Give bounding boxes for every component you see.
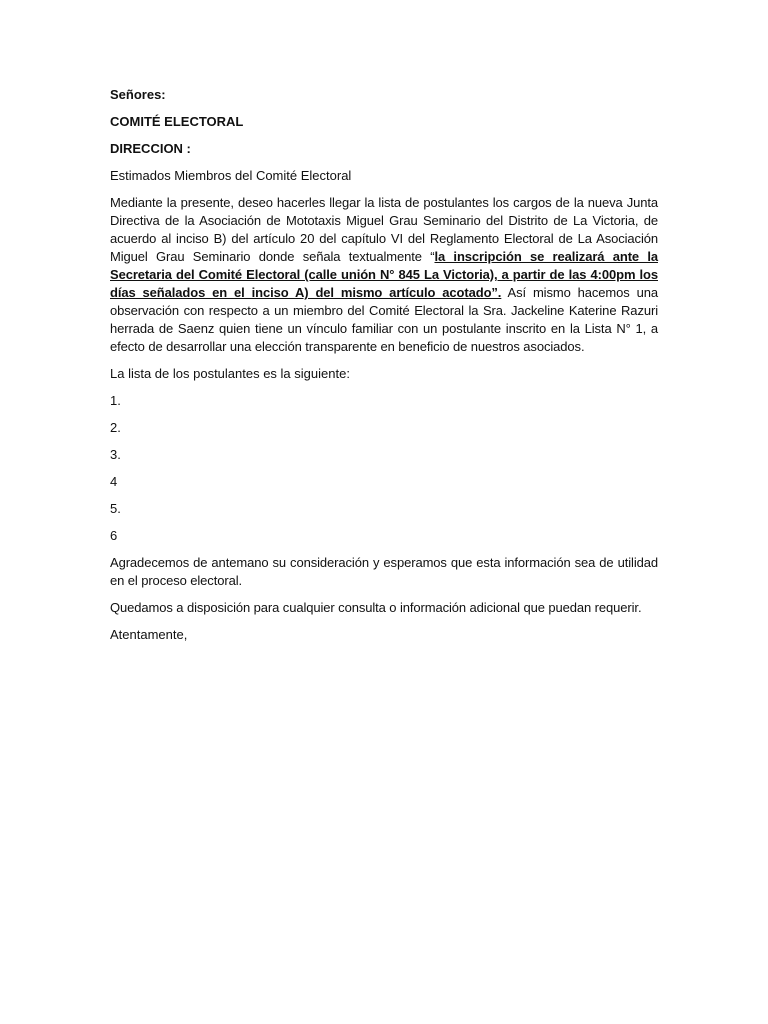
body-paragraph xyxy=(110,194,658,356)
body-text-intro: Mediante la presente, deseo hacerles llegar la lista de postulantes los cargos de la nueva Junta Directiva de la Asociación de Mototaxis Miguel Grau Seminario del Distrito de La Victoria, de acuerdo al inciso B) del artículo 20 del capítulo VI del Reglamento Electoral de La Asociación Miguel Grau Seminario donde señala textualmente “ xyxy=(110,195,658,264)
salutation: Señores: xyxy=(110,87,166,102)
address-label: DIRECCION : xyxy=(110,141,191,156)
availability-paragraph: Quedamos a disposición para cualquier consulta o información adicional que puedan requerir. xyxy=(110,600,642,615)
list-item: 4 xyxy=(110,474,118,489)
body-text-observation: Así mismo hacemos una observación con respecto a un miembro del Comité Electoral la Sra. Jackeline Katerine Razuri herrada de Saenz quien tiene un vínculo familiar con un postulante inscrito en la Lista N° 1, a efecto de desarrollar una elección transparente en beneficio de nuestros asociados. xyxy=(110,285,659,354)
list-item: 3. xyxy=(110,447,121,462)
list-item: 1. xyxy=(110,393,121,408)
greeting: Estimados Miembros del Comité Electoral xyxy=(110,168,352,183)
thanks-paragraph: Agradecemos de antemano su consideración y esperamos que esta información sea de utilidad en el proceso electoral. xyxy=(110,555,658,588)
list-item: 6 xyxy=(110,528,118,543)
list-item: 5. xyxy=(110,501,121,516)
list-intro: La lista de los postulantes es la siguiente: xyxy=(110,366,350,381)
list-item: 2. xyxy=(110,420,121,435)
closing: Atentamente, xyxy=(110,627,188,642)
recipient: COMITÉ ELECTORAL xyxy=(110,114,244,129)
body-quote: la inscripción se realizará ante la Secretaria del Comité Electoral (calle unión N° 845 La Victoria), a partir de las 4:00pm los días señalados en el inciso A) del mismo artículo acotado”. xyxy=(110,249,658,300)
